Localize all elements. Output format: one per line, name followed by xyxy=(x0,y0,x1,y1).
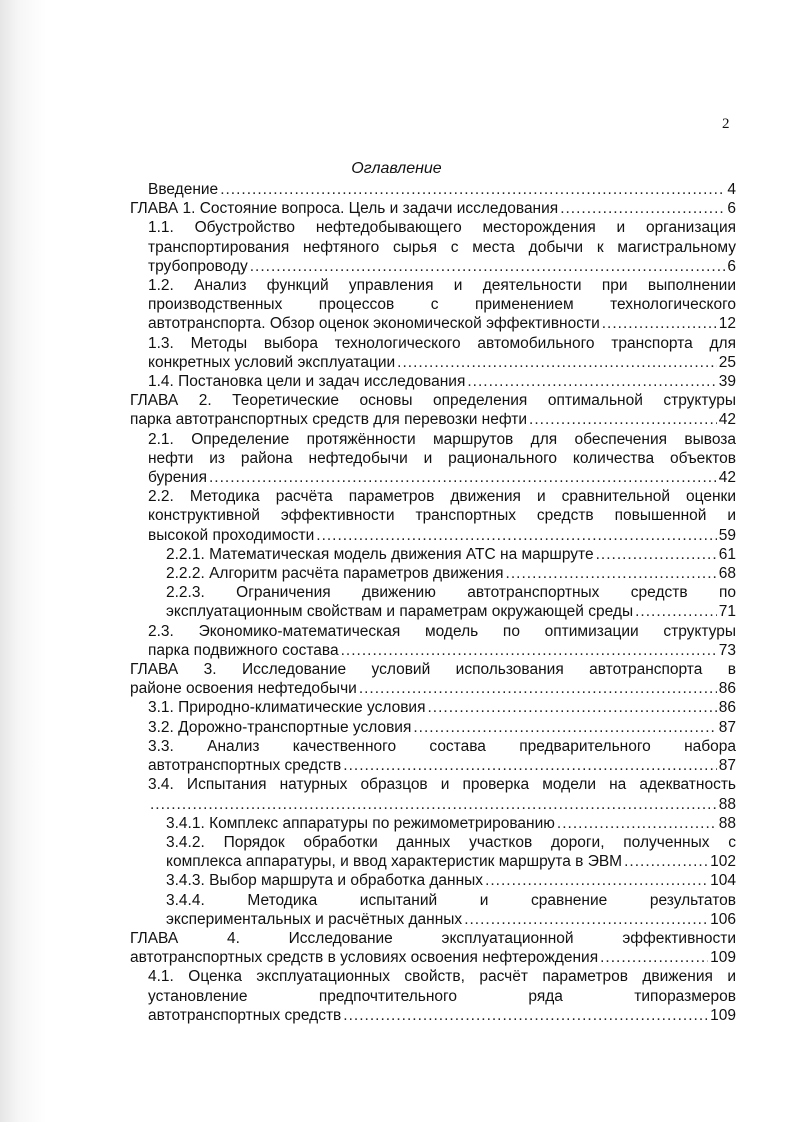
dot-leader xyxy=(150,795,717,814)
toc-entry-title: автотранспортных средств в условиях освоения нефтерождения xyxy=(130,949,599,967)
toc-entry[interactable] xyxy=(130,718,736,737)
toc-entry-title: 3.1. Природно-климатические условия xyxy=(148,699,426,717)
toc-entry-page: 73 xyxy=(718,641,736,659)
toc-entry-title: парка автотранспортных средств для перевозки нефти xyxy=(130,411,528,429)
toc-entry-title: ГЛАВА 1. Состояние вопроса. Цель и задачи исследования xyxy=(130,200,559,218)
toc-entry[interactable] xyxy=(130,737,736,775)
toc-entry-page: 87 xyxy=(718,718,736,736)
toc-entry-line: ГЛАВА 4. Исследование эксплуатационной эффективности xyxy=(130,929,736,947)
toc-entry[interactable] xyxy=(130,698,736,717)
toc-entry-title: экспериментальных и расчётных данных xyxy=(166,910,463,928)
toc-entry-page: 104 xyxy=(710,872,736,890)
dot-leader xyxy=(397,353,717,372)
toc-entry[interactable] xyxy=(130,372,736,391)
dot-leader xyxy=(343,1006,708,1025)
toc-entry-title: трубопроводу xyxy=(148,257,248,275)
toc-entry[interactable] xyxy=(130,929,736,967)
toc-entry-title: эксплуатационным свойствам и параметрам окружающей среды xyxy=(166,603,634,621)
toc-entry-page: 86 xyxy=(718,699,736,717)
toc-entry[interactable] xyxy=(130,967,736,1025)
toc-entry[interactable] xyxy=(130,814,736,833)
dot-leader xyxy=(427,698,716,717)
toc-entry-page: 59 xyxy=(718,526,736,544)
toc-entry-title: 3.4.1. Комплекс аппаратуры по режимометрированию xyxy=(166,814,555,832)
toc-entry-page: 68 xyxy=(718,565,736,583)
toc-entry[interactable] xyxy=(130,430,736,488)
toc-entry-page: 39 xyxy=(718,373,736,391)
toc-entry-page: 6 xyxy=(727,200,736,218)
toc-entry[interactable] xyxy=(130,487,736,545)
toc-entry-page: 61 xyxy=(718,545,736,563)
toc-entry-page: 109 xyxy=(710,1006,736,1024)
dot-leader xyxy=(467,372,716,391)
toc-entry-title: комплекса аппаратуры, и ввод характеристик маршрута в ЭВМ xyxy=(166,853,623,871)
toc-entry-line: ГЛАВА 3. Исследование условий использования автотранспорта в xyxy=(130,661,736,679)
dot-leader xyxy=(596,545,717,564)
toc-entry[interactable] xyxy=(130,564,736,583)
toc-entry-page: 42 xyxy=(718,411,736,429)
toc-entry-page: 71 xyxy=(718,603,736,621)
dot-leader xyxy=(209,468,717,487)
toc-entry[interactable] xyxy=(130,891,736,929)
table-of-contents xyxy=(130,180,736,1025)
toc-entry-title: 1.4. Постановка цели и задач исследования xyxy=(148,373,466,391)
toc-entry-line: конструктивной эффективности транспортных средств повышенной и xyxy=(148,507,736,525)
dot-leader xyxy=(602,314,717,333)
toc-entry-line: установление предпочтительного ряда типоразмеров xyxy=(148,987,736,1005)
toc-entry-page: 109 xyxy=(710,949,736,967)
toc-entry-title: парка подвижного состава xyxy=(148,641,339,659)
toc-entry-page: 12 xyxy=(718,315,736,333)
toc-entry-title: районе освоения нефтедобычи xyxy=(130,680,357,698)
toc-entry-title: Введение xyxy=(148,181,219,198)
toc-entry-line: 4.1. Оценка эксплуатационных свойств, расчёт параметров движения и xyxy=(148,968,736,986)
toc-entry[interactable] xyxy=(130,545,736,564)
dot-leader xyxy=(560,199,725,218)
toc-entry-line: 3.4. Испытания натурных образцов и проверка модели на адекватность xyxy=(148,776,736,794)
toc-entry-title: высокой проходимости xyxy=(148,526,315,544)
dot-leader xyxy=(557,814,717,833)
page-number: 2 xyxy=(722,116,730,132)
toc-entry-title: бурения xyxy=(148,469,207,487)
dot-leader xyxy=(464,910,708,929)
toc-entry-line: транспортирования нефтяного сырья с места добычи к магистральному xyxy=(148,238,736,256)
toc-entry[interactable] xyxy=(130,276,736,334)
toc-entry[interactable] xyxy=(130,199,736,218)
toc-entry[interactable] xyxy=(130,660,736,698)
toc-entry-line: 3.4.2. Порядок обработки данных участков дороги, полученных с xyxy=(166,833,736,851)
toc-entry-line: 1.2. Анализ функций управления и деятельности при выполнении xyxy=(148,277,736,295)
toc-entry-line: 3.4.4. Методика испытаний и сравнение результатов xyxy=(166,891,736,909)
dot-leader xyxy=(624,852,708,871)
toc-entry-page: 87 xyxy=(718,757,736,775)
toc-entry[interactable] xyxy=(130,871,736,890)
toc-entry-page: 6 xyxy=(727,257,736,275)
toc-entry-title: автотранспортных средств xyxy=(148,757,342,775)
toc-entry-line: 1.1. Обустройство нефтедобывающего месторождения и организация xyxy=(148,219,736,237)
toc-entry-line: ГЛАВА 2. Теоретические основы определения оптимальной структуры xyxy=(130,392,736,410)
toc-entry-title: 3.2. Дорожно-транспортные условия xyxy=(148,718,412,736)
toc-entry-page: 88 xyxy=(718,814,736,832)
toc-entry-title: конкретных условий эксплуатации xyxy=(148,353,396,371)
dot-leader xyxy=(600,948,708,967)
toc-entry-line: 1.3. Методы выбора технологического автомобильного транспорта для xyxy=(148,334,736,352)
dot-leader xyxy=(343,756,716,775)
toc-entry-title: 2.2.1. Математическая модель движения АТС на маршруте xyxy=(166,545,594,563)
toc-entry-page: 102 xyxy=(710,853,736,871)
toc-entry-line: 3.3. Анализ качественного состава предварительного набора xyxy=(148,737,736,755)
dot-leader xyxy=(413,718,716,737)
toc-entry-title: автотранспорта. Обзор оценок экономической эффективности xyxy=(148,315,600,333)
toc-entry[interactable] xyxy=(130,622,736,660)
toc-entry[interactable] xyxy=(130,218,736,276)
toc-entry-line: 2.3. Экономико-математическая модель по оптимизации структуры xyxy=(148,622,736,640)
toc-entry-line: 2.1. Определение протяжённости маршрутов для обеспечения вывоза xyxy=(148,430,736,448)
toc-entry-line: 2.2.3. Ограничения движению автотранспортных средств по xyxy=(166,584,736,602)
toc-entry-page: 86 xyxy=(718,680,736,698)
toc-entry[interactable] xyxy=(130,833,736,871)
toc-entry-page: 42 xyxy=(718,469,736,487)
dot-leader xyxy=(359,679,717,698)
toc-entry-line: нефти из района нефтедобычи и рационального количества объектов xyxy=(148,449,736,467)
dot-leader xyxy=(316,526,716,545)
dot-leader xyxy=(529,410,717,429)
toc-entry-title: 3.4.3. Выбор маршрута и обработка данных xyxy=(166,872,484,890)
toc-entry-page: 4 xyxy=(727,181,736,198)
toc-entry-line: 2.2. Методика расчёта параметров движения и сравнительной оценки xyxy=(148,488,736,506)
toc-entry-title: 2.2.2. Алгоритм расчёта параметров движения xyxy=(166,565,504,583)
dot-leader xyxy=(485,871,708,890)
toc-entry[interactable] xyxy=(130,775,736,813)
toc-entry[interactable] xyxy=(130,391,736,429)
dot-leader xyxy=(250,257,726,276)
toc-entry[interactable] xyxy=(130,180,736,199)
toc-entry[interactable] xyxy=(130,334,736,372)
toc-entry-page: 25 xyxy=(718,353,736,371)
dot-leader xyxy=(220,180,725,199)
dot-leader xyxy=(635,602,717,621)
dot-leader xyxy=(341,641,717,660)
dot-leader xyxy=(506,564,717,583)
toc-entry-title: автотранспортных средств xyxy=(148,1006,342,1024)
toc-entry-page: 88 xyxy=(718,795,736,813)
toc-entry-page: 106 xyxy=(710,910,736,928)
toc-entry[interactable] xyxy=(130,583,736,621)
toc-entry-line: производственных процессов с применением технологического xyxy=(148,296,736,314)
toc-title: Оглавление xyxy=(351,160,442,177)
